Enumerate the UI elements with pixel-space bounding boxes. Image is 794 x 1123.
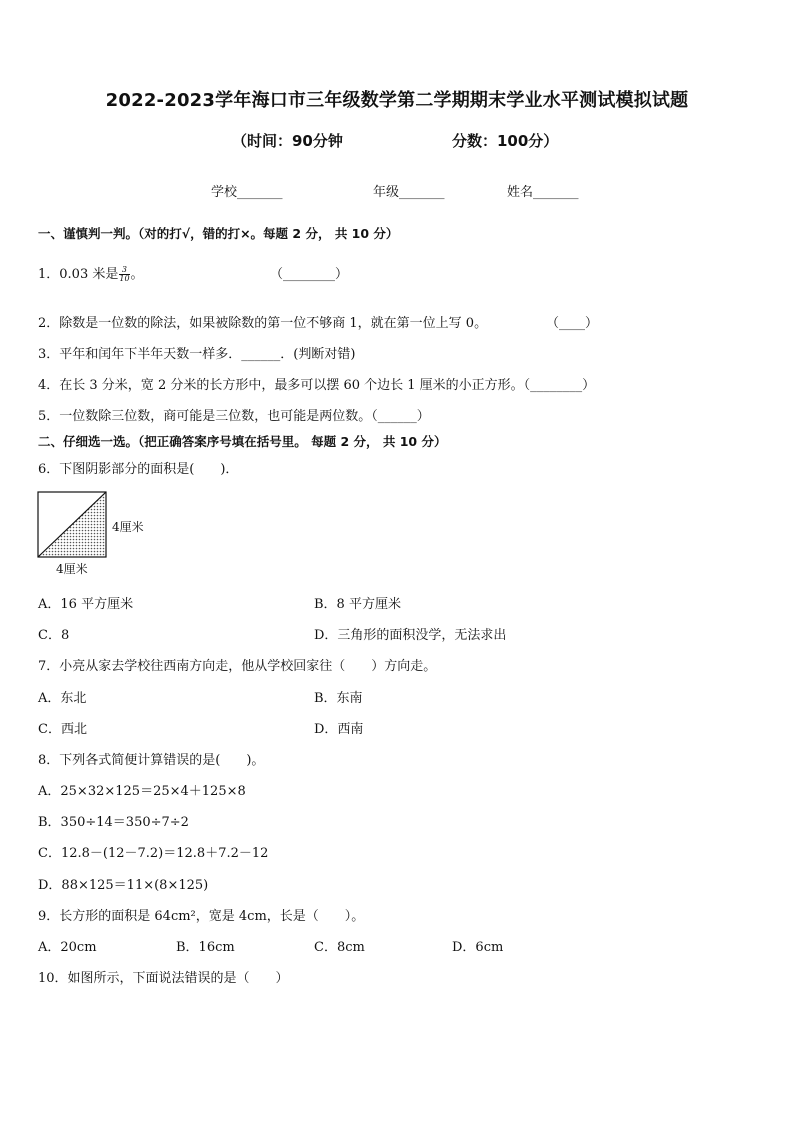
section-1-heading: 一、谨慎判一判。（对的打√，错的打×。每题 2 分， 共 10 分） bbox=[38, 226, 399, 241]
q7-option-d[interactable]: D．西南 bbox=[314, 722, 364, 737]
section-2-heading: 二、仔细选一选。（把正确答案序号填在括号里。 每题 2 分， 共 10 分） bbox=[38, 434, 447, 449]
q9-option-d[interactable]: D．6cm bbox=[452, 940, 504, 955]
exam-score: 分数：100分） bbox=[452, 132, 559, 150]
school-field[interactable]: 学校_______ bbox=[211, 185, 283, 200]
q7-option-b[interactable]: B．东南 bbox=[314, 691, 363, 706]
question-5: 5．一位数除三位数，商可能是三位数，也可能是两位数。（______） bbox=[38, 409, 430, 424]
name-field[interactable]: 姓名_______ bbox=[507, 185, 579, 200]
q7-option-c[interactable]: C．西北 bbox=[38, 722, 87, 737]
question-1-suffix: 。 bbox=[130, 267, 144, 282]
question-2-answer-blank[interactable]: （____） bbox=[546, 316, 599, 331]
q7-option-a[interactable]: A．东北 bbox=[38, 691, 87, 706]
q9-option-b[interactable]: B．16cm bbox=[176, 940, 235, 955]
question-2: 2．除数是一位数的除法，如果被除数的第一位不够商 1，就在第一位上写 0。 bbox=[38, 316, 488, 331]
q8-option-d[interactable]: D．88×125＝11×(8×125) bbox=[38, 878, 209, 893]
question-1-answer-blank[interactable]: （________） bbox=[270, 267, 349, 282]
q6-option-a[interactable]: A．16 平方厘米 bbox=[38, 597, 134, 612]
question-1 bbox=[38, 263, 144, 283]
figure-bottom-label: 4厘米 bbox=[56, 562, 88, 576]
question-6: 6．下图阴影部分的面积是( )． bbox=[38, 462, 239, 477]
question-3: 3．平年和闰年下半年天数一样多．______．(判断对错) bbox=[38, 347, 356, 362]
q8-option-c[interactable]: C．12.8－(12－7.2)＝12.8＋7.2－12 bbox=[38, 846, 269, 861]
question-1-prefix: 1．0.03 米是 bbox=[38, 267, 119, 282]
shaded-square-figure bbox=[36, 490, 110, 560]
q9-option-a[interactable]: A．20cm bbox=[38, 940, 97, 955]
q6-option-d[interactable]: D．三角形的面积没学，无法求出 bbox=[314, 628, 507, 643]
fraction-numerator: 3 bbox=[119, 266, 129, 275]
page-title: 2022-2023学年海口市三年级数学第二学期期末学业水平测试模拟试题 bbox=[105, 90, 689, 111]
q8-option-a[interactable]: A．25×32×125＝25×4＋125×8 bbox=[38, 784, 246, 799]
q9-option-c[interactable]: C．8cm bbox=[314, 940, 365, 955]
question-9: 9．长方形的面积是 64cm²，宽是 4cm，长是（ ）。 bbox=[38, 909, 365, 924]
question-8: 8．下列各式简便计算错误的是( )。 bbox=[38, 753, 265, 768]
question-10: 10．如图所示，下面说法错误的是（ ） bbox=[38, 971, 289, 986]
figure-side-label: 4厘米 bbox=[112, 520, 144, 534]
question-4: 4．在长 3 分米，宽 2 分米的长方形中，最多可以摆 60 个边长 1 厘米的小正方形。（________） bbox=[38, 378, 596, 393]
fraction-denominator: 10 bbox=[119, 274, 130, 283]
fraction-three-tenths bbox=[119, 266, 129, 283]
question-7: 7．小亮从家去学校往西南方向走，他从学校回家往（ ）方向走。 bbox=[38, 659, 437, 674]
exam-time: （时间：90分钟 bbox=[232, 132, 343, 150]
q8-option-b[interactable]: B．350÷14＝350÷7÷2 bbox=[38, 815, 189, 830]
q6-option-b[interactable]: B．8 平方厘米 bbox=[314, 597, 401, 612]
q6-option-c[interactable]: C．8 bbox=[38, 628, 70, 643]
grade-field[interactable]: 年级_______ bbox=[373, 185, 445, 200]
